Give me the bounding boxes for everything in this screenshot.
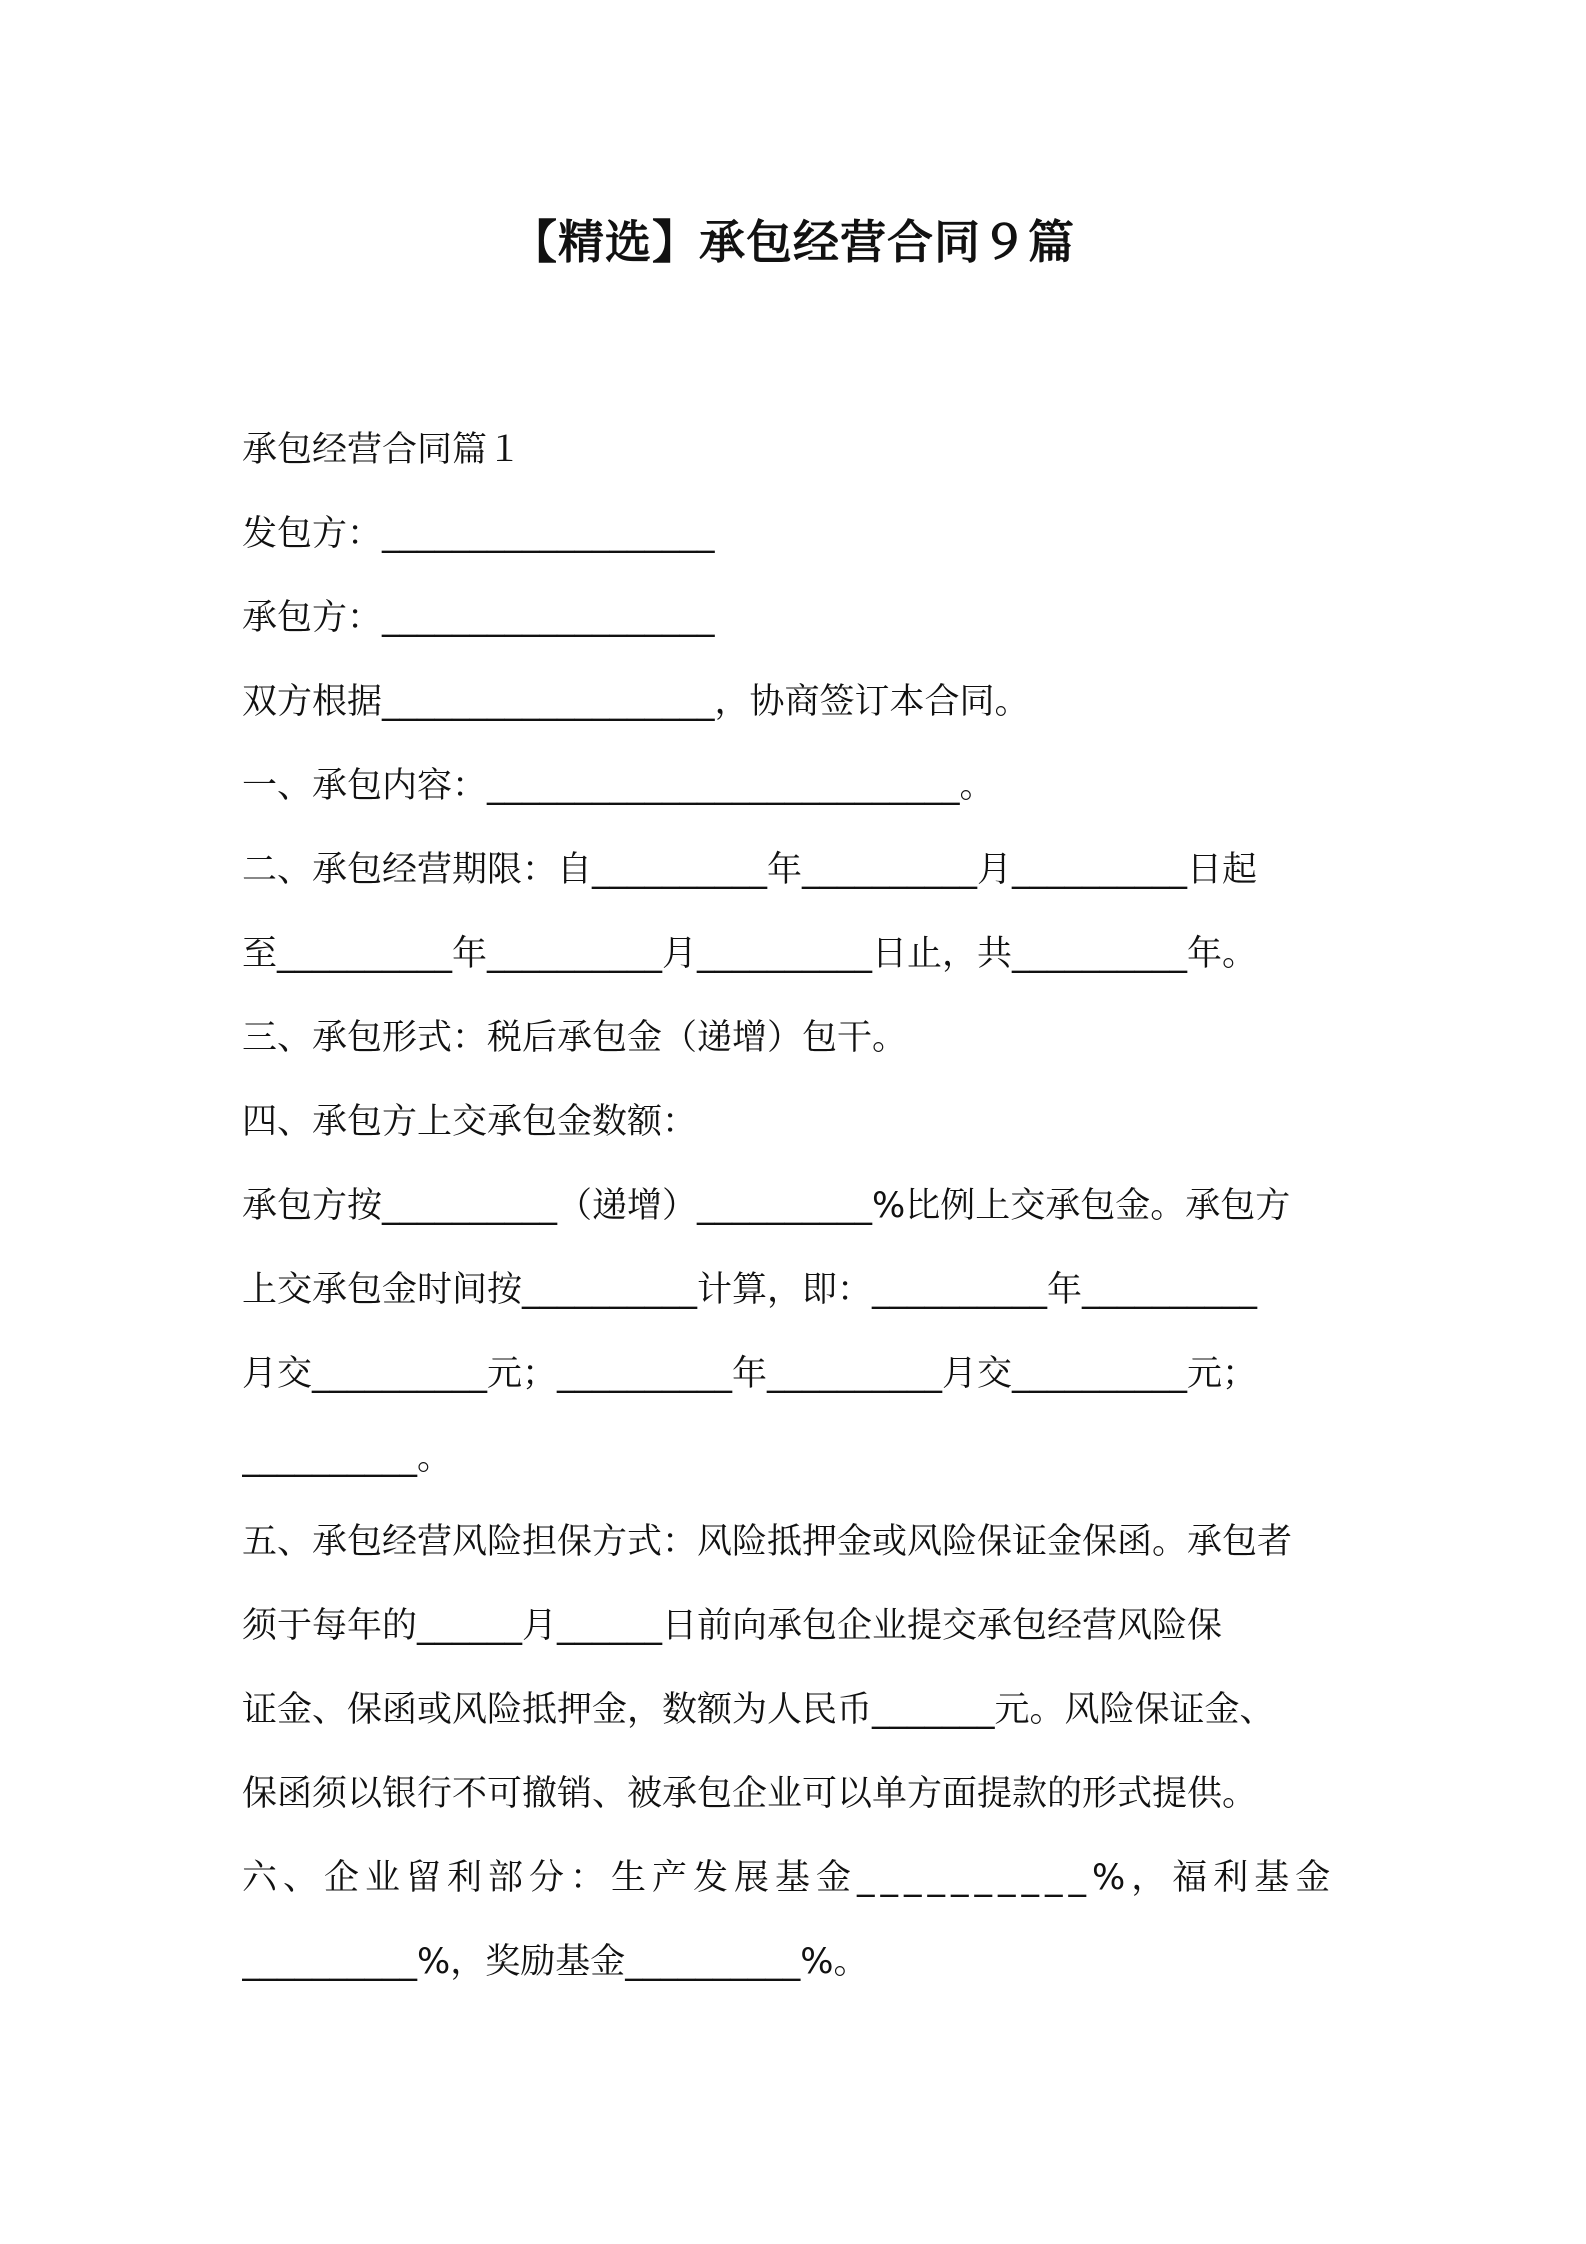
clause-5-line-2: 须于每年的______月______日前向承包企业提交承包经营风险保 [242, 1606, 1223, 1646]
party-b-line: 承包方：___________________ [242, 598, 715, 638]
clause-3-line: 三、承包形式：税后承包金（递增）包干。 [242, 1018, 908, 1058]
clause-2-line-2: 至__________年__________月__________日止，共__________年。 [242, 934, 1258, 974]
clause-5-line-3: 证金、保函或风险抵押金，数额为人民币_______元。风险保证金、 [242, 1690, 1275, 1730]
clause-4-heading: 四、承包方上交承包金数额： [242, 1102, 698, 1142]
clause-6-line-1: 六、企业留利部分：生产发展基金__________%，福利基金 [242, 1858, 1337, 1898]
basis-line: 双方根据___________________，协商签订本合同。 [242, 682, 1030, 722]
section-heading: 承包经营合同篇１ [242, 430, 523, 470]
clause-5-line-1: 五、承包经营风险担保方式：风险抵押金或风险保证金保函。承包者 [242, 1522, 1293, 1562]
clause-4-line-4: __________。 [242, 1438, 453, 1478]
clause-4-line-2: 上交承包金时间按__________计算，即：__________年__________ [242, 1270, 1258, 1310]
document-title: 【精选】承包经营合同９篇 [511, 215, 1075, 269]
party-a-line: 发包方：___________________ [242, 514, 715, 554]
clause-1-line: 一、承包内容：___________________________。 [242, 766, 995, 806]
clause-6-line-2: __________%，奖励基金__________%。 [242, 1942, 869, 1982]
clause-2-line-1: 二、承包经营期限：自__________年__________月__________日起 [242, 850, 1258, 890]
document-body [242, 408, 1354, 2004]
clause-4-line-1: 承包方按__________（递增）__________%比例上交承包金。承包方 [242, 1186, 1291, 1226]
clause-5-line-4: 保函须以银行不可撤销、被承包企业可以单方面提款的形式提供。 [242, 1774, 1258, 1814]
clause-4-line-3: 月交__________元；__________年__________月交__________元； [242, 1354, 1258, 1394]
